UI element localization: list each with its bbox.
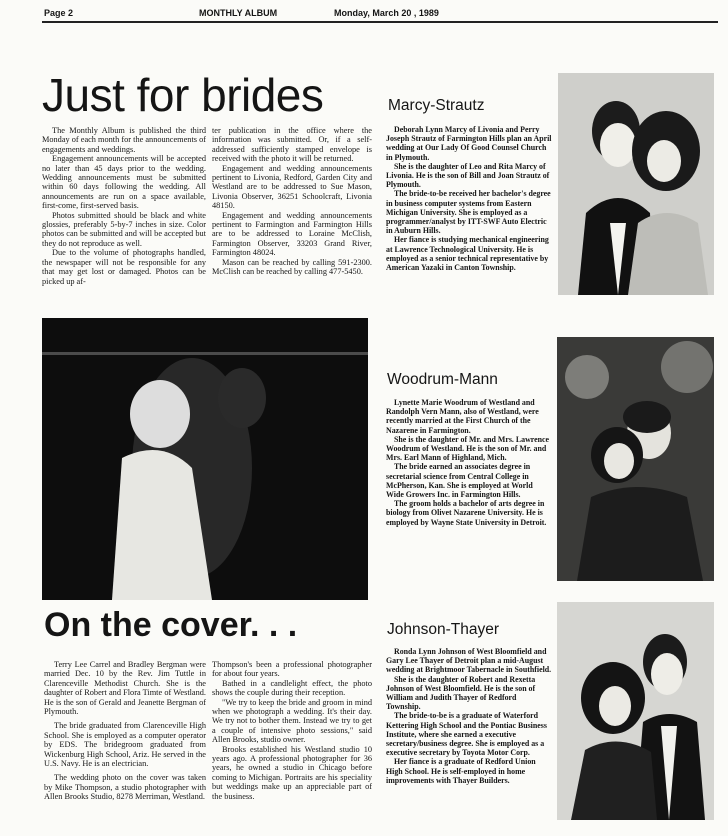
couple-portrait xyxy=(557,602,714,820)
woodrum-mann-photo xyxy=(557,337,714,581)
brides-col2 xyxy=(212,126,372,277)
paragraph: The bride-to-be is a graduate of Waterford Kettering High School and the Pontiac Business Institute, where she earned a executive secretary/business degree. She is employed as a executive secretary by Toyota Motor Corp. xyxy=(386,711,547,758)
cover-col1 xyxy=(44,660,206,802)
paragraph: Ronda Lynn Johnson of West Bloomfield and Gary Lee Thayer of Detroit plan a mid-August wedding at Brightmoor Tabernacle in Southfield. xyxy=(386,647,552,675)
paragraph: The bride earned an associates degree in secretarial science from Central College in McPherson, Kan. She is employed at World Wide Growers Inc. in Farmington Hills. xyxy=(386,462,533,500)
paragraph: The Monthly Album is published the third Monday of each month for the announcements of engagements and weddings. xyxy=(42,126,206,154)
paragraph: The bride graduated from Clarenceville High School. She is employed as a computer operator by EDS. The bridegroom graduated from Wickenburg High School, Ariz. He served in the U.S. Navy. He is an electrician. xyxy=(44,721,206,769)
couple-portrait xyxy=(557,337,714,581)
paragraph: Engagement and wedding announcements pertinent to Livonia, Redford, Garden City and Westland are to be addressed to Sue Mason, Livonia Observer, 36251 Schoolcraft, Livonia 48150. xyxy=(212,163,372,211)
paragraph: ter publication in the office where the information was submitted. Or, if a self-addressed sufficiently stamped envelope is received with the photo it will be returned. xyxy=(212,126,372,164)
cover-photo xyxy=(42,318,368,600)
brides-col1 xyxy=(42,126,206,286)
paragraph: Lynette Marie Woodrum of Westland and Randolph Vern Mann, also of Westland, were recently married at the First Church of the Nazarene in Farmington. xyxy=(386,398,539,435)
issue-date: Monday, March 20 , 1989 xyxy=(334,8,439,18)
cover-col2 xyxy=(212,660,372,801)
paragraph: Due to the volume of photographs handled, the newspaper will not be responsible for any that may get lost or damaged. Photos can be picked up af- xyxy=(42,248,206,286)
paragraph: Her fiance is studying mechanical engineering at Lawrence Technological University. He is employed as a senior technical representative by American Yazaki in Canton Township. xyxy=(386,235,549,273)
woodrum-mann-text xyxy=(386,398,552,527)
brides-headline: Just for brides xyxy=(42,69,324,121)
paragraph: Engagement and wedding announcements pertinent to Farmington and Farmington Hills are to be addressed to Loraine McClish, Farmington Observer, 33203 Grand River, Farmington 48024. xyxy=(212,210,372,258)
paragraph: Photos submitted should be black and white glossies, preferably 5-by-7 inches in size. Color photos can be submitted and will be accepted but they do not reproduce as well. xyxy=(42,210,206,248)
paragraph: Engagement announcements will be accepted no later than 45 days prior to the wedding. Wedding announcements must be submitted within 60 days following the wedding. All announcements are run on a space available, first-come, first-served basis. xyxy=(42,154,206,211)
woodrum-mann-title: Woodrum-Mann xyxy=(387,371,498,388)
publication-name: MONTHLY ALBUM xyxy=(199,8,278,18)
couple-portrait xyxy=(558,73,714,295)
marcy-strautz-title: Marcy-Strautz xyxy=(388,97,485,114)
paragraph: Thompson's been a professional photographer for about four years. xyxy=(212,660,372,679)
johnson-thayer-title: Johnson-Thayer xyxy=(387,621,500,638)
wedding-couple-photo xyxy=(42,318,368,600)
paragraph: The bride-to-be received her bachelor's degree in business computer systems from Eastern Michigan University. She is employed as a programmer/analyst by ITT-SWF Auto Electric in Auburn Hills. xyxy=(386,189,551,236)
paragraph: "We try to keep the bride and groom in mind when we photograph a wedding. It's their day. We try not to bother them. Instead we try to get a couple of intensive photo sessions," said Allen Brooks, studio owner. xyxy=(212,697,372,745)
paragraph: Terry Lee Carrel and Bradley Bergman were married Dec. 10 by the Rev. Jim Tuttle in Clarenceville Methodist Church. She is the daughter of Robert and Flora Timte of Westland. He is the son of Gerald and Jeanette Bergman of Plymouth. xyxy=(44,660,206,717)
paragraph: Brooks established his Westland studio 10 years ago. A professional photographer for 36 years, he owned a studio in Chicago before coming to Michigan. Portraits are his speciality but weddings make up an appreciable part of the business. xyxy=(212,744,372,801)
paragraph: Her fiance is a graduate of Redford Union High School. He is self-employed in home improvements with Thayer Builders. xyxy=(386,757,536,785)
cover-headline: On the cover. . . xyxy=(44,606,298,644)
johnson-thayer-photo xyxy=(557,602,714,820)
header-rule xyxy=(42,21,718,23)
paragraph: The groom holds a bachelor of arts degree in biology from Olivet Nazarene University. He is employed by Wayne State University in Detroit. xyxy=(386,499,547,527)
paragraph: Bathed in a candlelight effect, the photo shows the couple during their reception. xyxy=(212,678,372,698)
paragraph: The wedding photo on the cover was taken by Mike Thompson, a studio photographer with Allen Brooks Studio, 8278 Merriman, Westland. xyxy=(44,773,206,802)
page-number: Page 2 xyxy=(44,8,74,18)
paragraph: Mason can be reached by calling 591-2300. McClish can be reached by calling 477-5450. xyxy=(212,257,372,277)
johnson-thayer-text xyxy=(386,647,552,785)
paragraph: She is the daughter of Robert and Rexetta Johnson of West Bloomfield. He is the son of William and Judith Thayer of Redford Township. xyxy=(386,674,536,712)
marcy-strautz-photo xyxy=(558,73,714,295)
paragraph: She is the daughter of Leo and Rita Marcy of Livonia. He is the son of Bill and Joan Strautz of Plymouth. xyxy=(386,161,550,190)
paragraph: Deborah Lynn Marcy of Livonia and Perry Joseph Strautz of Farmington Hills plan an April wedding at Our Lady Of Good Counsel Church in Plymouth. xyxy=(386,125,552,162)
paragraph: She is the daughter of Mr. and Mrs. Lawrence Woodrum of Westland. He is the son of Mr. and Mrs. Earl Mann of Highland, Mich. xyxy=(386,434,550,463)
marcy-strautz-text xyxy=(386,125,552,272)
